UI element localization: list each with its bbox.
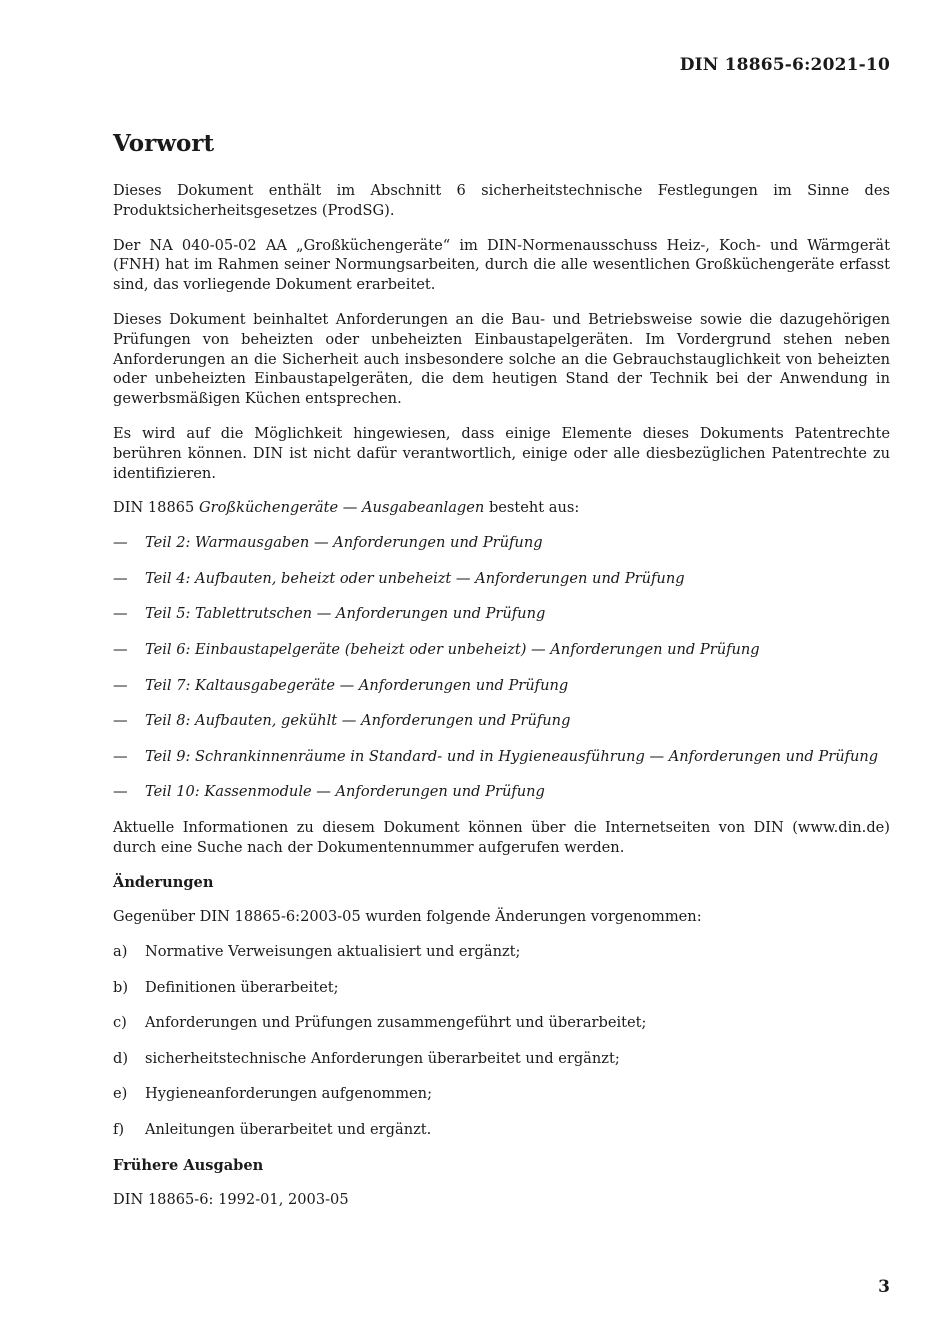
page-content	[113, 130, 890, 1225]
page-title: Vorwort	[113, 130, 215, 157]
list-marker: c)	[113, 1014, 127, 1032]
changes-heading: Änderungen	[113, 873, 214, 891]
part-text: Teil 5: Tablettrutschen — Anforderungen und Prüfung	[145, 605, 546, 623]
series-suffix: besteht aus:	[488, 499, 580, 517]
paragraph-info: Aktuelle Informationen zu diesem Dokument können über die Internetseiten von DIN (www.din.de) durch eine Suche nach der Dokumentennummer aufgerufen werden.	[113, 818, 890, 856]
part-text: Teil 8: Aufbauten, gekühlt — Anforderungen und Prüfung	[145, 712, 571, 730]
paragraph-requirements: Dieses Dokument beinhaltet Anforderungen an die Bau- und Betriebsweise sowie die dazugehörigen Prüfungen von beheizten oder unbeheizten Einbaustapelgeräten. Im Vordergrund stehen neben Anforderungen an die Sicherheit auch insbesondere solche an die Gebrauchstauglichkeit von beheizten oder unbeheizten Einbaustapelgeräten, die dem heutigen Stand der Technik bei der Anwendung in gewerbsmäßigen Küchen entsprechen.	[113, 310, 890, 408]
dash-marker: —	[113, 534, 128, 552]
series-intro	[113, 498, 890, 518]
dash-marker: —	[113, 605, 128, 623]
list-item	[113, 711, 890, 731]
paragraph-prodsg: Dieses Dokument enthält im Abschnitt 6 sicherheitstechnische Festlegungen im Sinne des Produktsicherheitsgesetzes (ProdSG).	[113, 182, 890, 219]
list-item	[113, 1084, 890, 1104]
part-text: Teil 9: Schrankinnenräume in Standard- und in Hygieneausführung — Anforderungen und Prüfung	[145, 747, 879, 765]
part-text: Teil 10: Kassenmodule — Anforderungen und Prüfung	[145, 783, 545, 801]
series-prefix: DIN 18865	[113, 499, 195, 517]
list-item	[113, 640, 890, 660]
list-item	[113, 1120, 890, 1140]
page-number: 3	[878, 1277, 890, 1297]
part-text: Teil 7: Kaltausgabegeräte — Anforderungen und Prüfung	[145, 676, 569, 694]
dash-marker: —	[113, 712, 128, 730]
list-item	[113, 782, 890, 802]
dash-marker: —	[113, 640, 128, 658]
list-marker: f)	[113, 1121, 125, 1139]
list-marker: d)	[113, 1049, 129, 1067]
dash-marker: —	[113, 569, 128, 587]
list-item	[113, 1049, 890, 1069]
list-item	[113, 978, 890, 998]
paragraph-patents: Es wird auf die Möglichkeit hingewiesen, dass einige Elemente dieses Dokuments Patentrechte berühren können. DIN ist nicht dafür verantwortlich, einige oder alle diesbezüglichen Patentrechte zu identifizieren.	[113, 424, 890, 482]
list-item	[113, 604, 890, 624]
list-item	[113, 747, 890, 767]
change-text: Hygieneanforderungen aufgenommen;	[145, 1085, 432, 1103]
series-title: Großküchengeräte — Ausgabeanlagen	[198, 499, 485, 517]
list-item	[113, 569, 890, 589]
list-item	[113, 942, 890, 962]
list-marker: b)	[113, 978, 129, 996]
list-item	[113, 1013, 890, 1033]
list-marker: e)	[113, 1085, 128, 1103]
dash-marker: —	[113, 783, 128, 801]
change-text: sicherheitstechnische Anforderungen überarbeitet und ergänzt;	[145, 1049, 620, 1067]
change-text: Anleitungen überarbeitet und ergänzt.	[145, 1121, 432, 1139]
part-text: Teil 6: Einbaustapelgeräte (beheizt oder unbeheizt) — Anforderungen und Prüfung	[145, 640, 760, 658]
change-text: Definitionen überarbeitet;	[145, 978, 339, 996]
dash-marker: —	[113, 676, 128, 694]
change-text: Normative Verweisungen aktualisiert und ergänzt;	[145, 943, 521, 961]
list-item	[113, 533, 890, 553]
paragraph-committee: Der NA 040-05-02 AA „Großküchengeräte“ im DIN-Normenausschuss Heiz-, Koch- und Wärmgerät (FNH) hat im Rahmen seiner Normungsarbeiten, durch die alle wesentlichen Großküchengeräte erfasst sind, das vorliegende Dokument erarbeitet.	[113, 236, 890, 294]
parts-list	[113, 533, 890, 802]
list-marker: a)	[113, 943, 128, 961]
changes-intro: Gegenüber DIN 18865-6:2003-05 wurden folgende Änderungen vorgenommen:	[113, 908, 702, 926]
previous-editions-text: DIN 18865-6: 1992-01, 2003-05	[113, 1191, 349, 1209]
dash-marker: —	[113, 747, 128, 765]
previous-editions-heading: Frühere Ausgaben	[113, 1156, 264, 1174]
changes-list	[113, 942, 890, 1140]
part-text: Teil 2: Warmausgaben — Anforderungen und Prüfung	[145, 534, 543, 552]
list-item	[113, 676, 890, 696]
change-text: Anforderungen und Prüfungen zusammengeführt und überarbeitet;	[145, 1014, 647, 1032]
part-text: Teil 4: Aufbauten, beheizt oder unbeheizt — Anforderungen und Prüfung	[145, 569, 685, 587]
document-id: DIN 18865-6:2021-10	[679, 55, 890, 75]
